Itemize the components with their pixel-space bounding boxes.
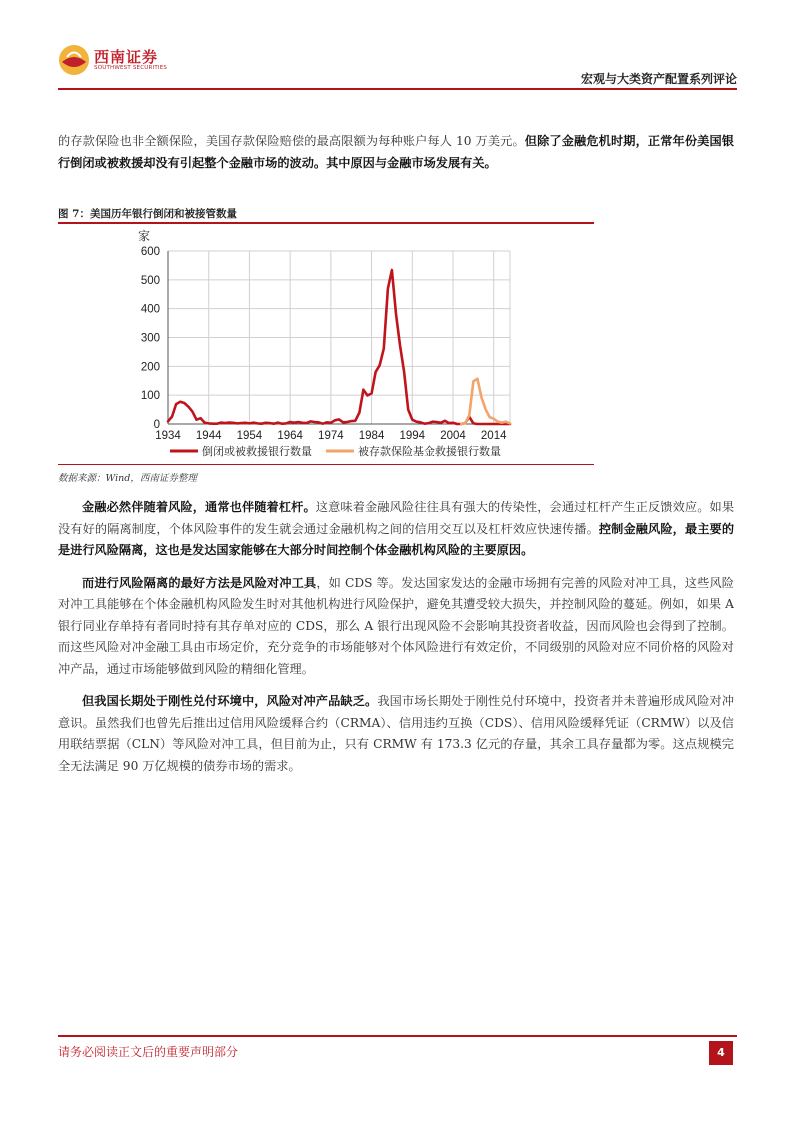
x-tick-label: 1934 <box>155 430 181 442</box>
series-line-2 <box>461 379 510 424</box>
y-tick-label: 500 <box>140 274 160 287</box>
paragraph-china-market <box>58 691 734 777</box>
y-tick-label: 0 <box>153 419 160 431</box>
y-tick-label: 400 <box>140 303 160 316</box>
p2-bold-lead: 而进行风险隔离的最好方法是风险对冲工具 <box>82 575 317 590</box>
paragraph-hedging <box>58 573 734 681</box>
y-tick-label: 200 <box>140 361 160 374</box>
x-tick-label: 1974 <box>318 430 344 442</box>
p1-bold-lead: 金融必然伴随着风险，通常也伴随着杠杆。 <box>82 500 316 514</box>
bank-failures-chart <box>58 224 594 462</box>
company-logo <box>58 44 167 76</box>
figure-source: 数据来源：Wind，西南证券整理 <box>58 473 197 484</box>
intro-text: 的存款保险也非全额保险，美国存款保险赔偿的最高限额为每种账户每人 10 万美元。 <box>58 134 525 148</box>
page-number: 4 <box>709 1041 733 1065</box>
logo-english-name: SOUTHWEST SECURITIES <box>94 65 168 71</box>
series-line-1 <box>168 270 510 424</box>
body-paragraphs <box>58 497 734 777</box>
intro-bold-text: 但除了金融危机时期，正常年份美国银行倒闭或被救援却没有引起整个金融市场的波动。其中原因与金融市场发展有关。 <box>58 134 734 170</box>
y-axis-unit-label: 家 <box>138 229 151 243</box>
p3-text: 我国市场长期处于刚性兑付环境中，投资者并未普遍形成风险对冲意识。虽然我们也曾先后推出过信用风险缓释合约（CRMA）、信用违约互换（CDS）、信用风险缓释凭证（CRMW）以及信用联结票据（CLN）等风险对冲工具，但目前为止，只有 CRMW 有 173.3 亿元的存量，其余工具存量都为零。这点规模完全无法满足 90 万亿规模的债券市场的需求。 <box>58 694 735 773</box>
x-tick-label: 1964 <box>277 430 303 442</box>
p1-text: 这意味着金融风险往往具有强大的传染性，会通过杠杆产生正反馈效应。如果没有好的隔离制度，个体风险事件的发生就会通过金融机构之间的信用交互以及杠杆效应快速传播。 <box>58 500 735 536</box>
x-tick-label: 1944 <box>195 430 222 442</box>
x-tick-label: 1954 <box>236 430 263 442</box>
footer-disclaimer: 请务必阅读正文后的重要声明部分 <box>58 1045 239 1059</box>
header-divider <box>58 88 737 90</box>
y-tick-label: 100 <box>140 390 160 403</box>
logo-chinese-name: 西南证券 <box>94 48 159 66</box>
logo-emblem-icon <box>58 44 90 76</box>
intro-paragraph <box>58 131 734 174</box>
footer-divider <box>58 1035 737 1037</box>
x-tick-label: 1984 <box>358 430 385 442</box>
x-tick-label: 2014 <box>480 430 507 442</box>
legend-label-1: 倒闭或被救援银行数量 <box>202 445 312 458</box>
y-tick-label: 600 <box>140 246 160 258</box>
paragraph-leverage <box>58 497 734 562</box>
p1-bold-conclusion: 控制金融风险，最主要的是进行风险隔离，这也是发达国家能够在大部分时间控制个体金融机构风险的主要原因。 <box>58 521 735 557</box>
figure-title: 图 7：美国历年银行倒闭和被接管数量 <box>58 208 237 220</box>
y-tick-label: 300 <box>140 332 160 345</box>
figure-bottom-rule <box>58 464 594 465</box>
p3-bold-lead: 但我国长期处于刚性兑付环境中，风险对冲产品缺乏。 <box>82 694 378 708</box>
report-series-title: 宏观与大类资产配置系列评论 <box>580 72 737 86</box>
p2-text: ，如 CDS 等。发达国家发达的金融市场拥有完善的风险对冲工具，这些风险对冲工具能够在个体金融机构风险发生时对其他机构进行风险保护，避免其遭受较大损失，并控制风险的蔓延。例如，如果 A 银行同业存单持有者同时持有其存单对应的 CDS，那么 A 银行出现风险不会影响其投资者收益，因而风险也会得到了控制。而这些风险对冲金融工具由市场定价，充分竞争的市场能够对个体风险进行有效定价，不同级别的风险对应不同价格的风险对冲产品，通过市场能够做到风险的精细化管理。 <box>58 575 734 676</box>
x-tick-label: 2004 <box>440 430 466 442</box>
x-tick-label: 1994 <box>399 430 426 442</box>
legend-label-2: 被存款保险基金救援银行数量 <box>358 445 501 458</box>
